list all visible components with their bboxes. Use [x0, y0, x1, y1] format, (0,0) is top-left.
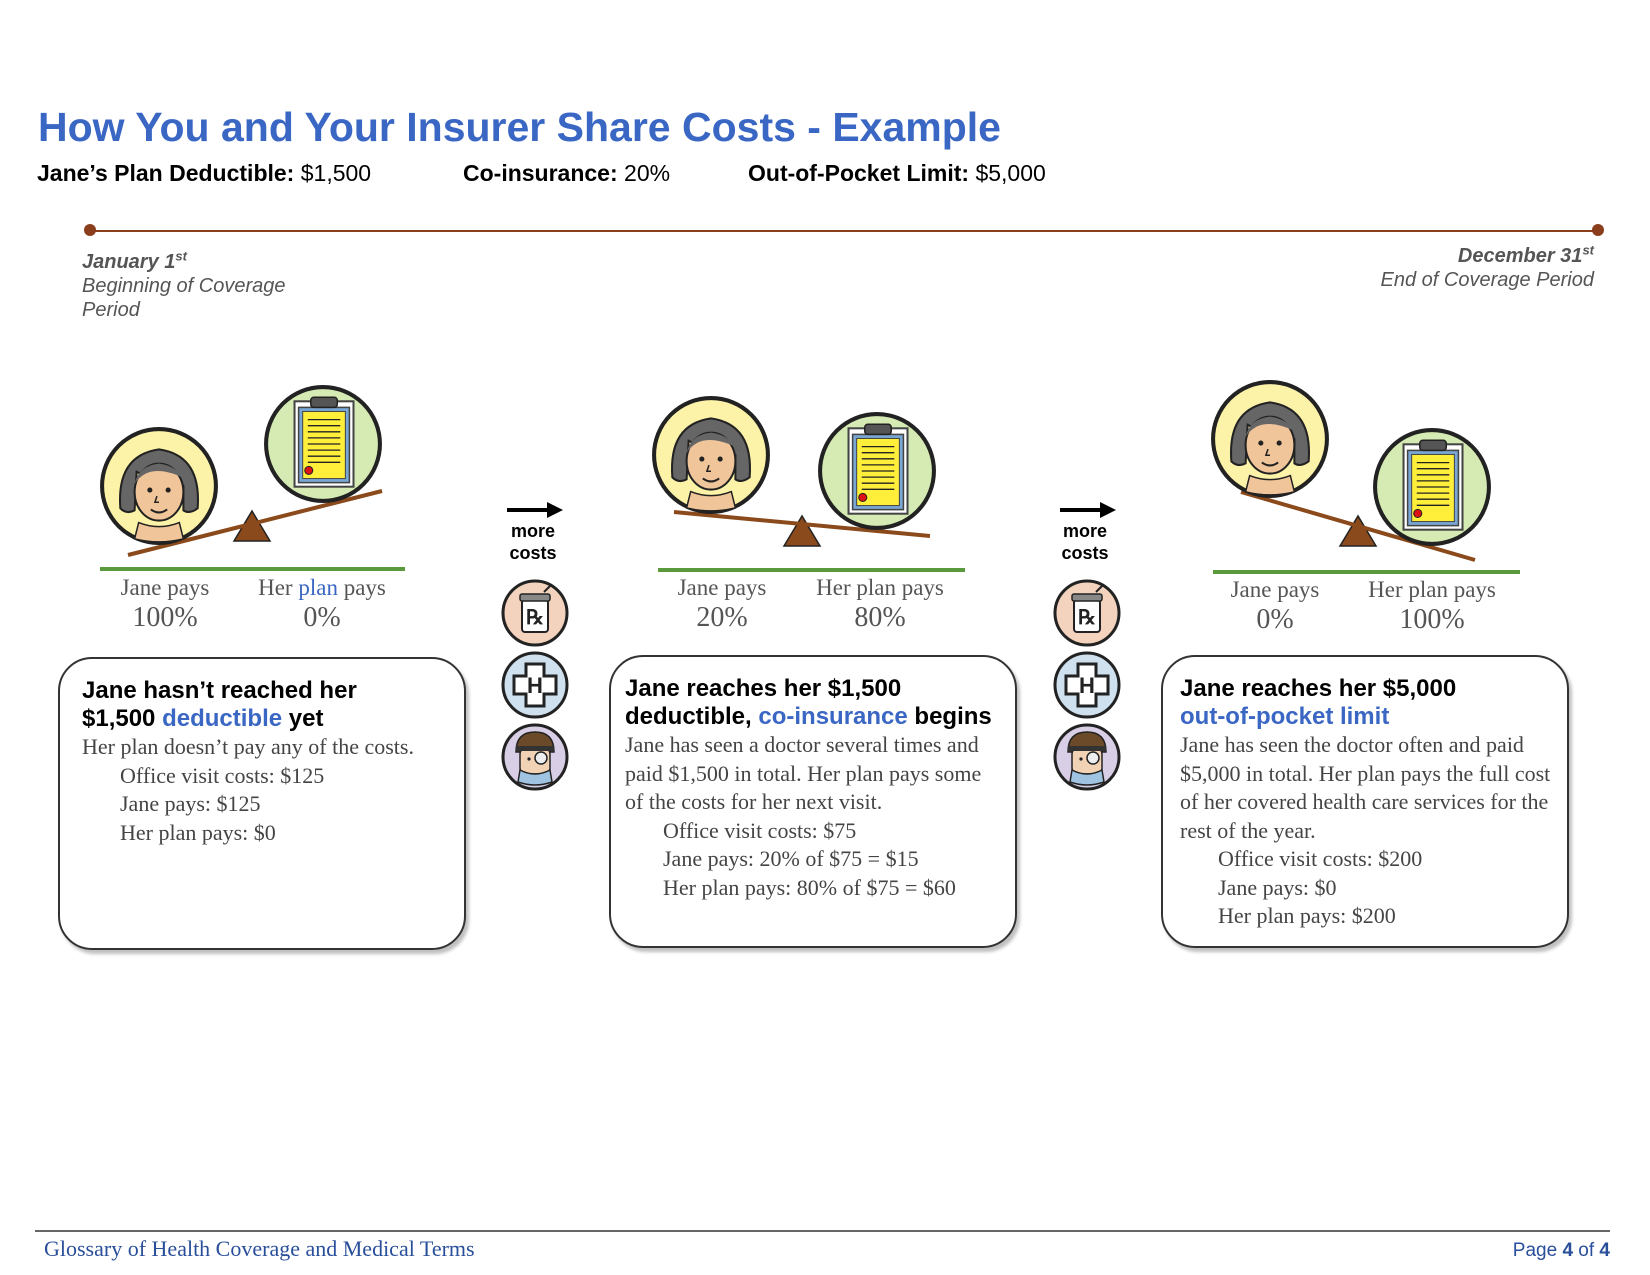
fulcrum [784, 516, 820, 546]
timeline-start-dot [84, 224, 96, 236]
start-desc-1: Beginning of Coverage [82, 274, 286, 297]
oop-label: Out-of-Pocket Limit: [748, 160, 970, 186]
jane-pays-pct: 100% [132, 602, 198, 633]
footer-title: Glossary of Health Coverage and Medical Terms [44, 1236, 475, 1261]
seesaw-stage-3 [1205, 378, 1535, 578]
hospital-icon [500, 650, 572, 722]
plan-pays-amount: Her plan pays: 80% of $75 = $60 [663, 874, 956, 900]
coinsurance-param [463, 160, 670, 187]
page-number: Page 4 of 4 [1512, 1240, 1610, 1261]
coinsurance-value: 20% [624, 160, 671, 186]
seesaw-stage-2 [650, 390, 980, 580]
office-visit-cost: Office visit costs: $200 [1218, 846, 1423, 871]
card-body [611, 731, 1015, 902]
jane-avatar-icon [1213, 382, 1327, 496]
stage-3-card [1161, 655, 1569, 948]
prescription-icon [500, 578, 572, 650]
deductible-label: Jane’s Plan Deductible: [37, 160, 295, 186]
start-date: January 1 [82, 250, 176, 273]
card-description: Jane has seen a doctor several times and paid $1,500 in total. Her plan pays some of the costs for her next visit. [625, 732, 982, 814]
jane-pays-amount: Jane pays: $0 [1218, 874, 1337, 900]
footer-rule [35, 1230, 1610, 1232]
stage-1-card [58, 657, 466, 950]
stage-2-card [609, 655, 1017, 948]
plan-pays-pct: 0% [303, 602, 341, 633]
card-description: Her plan doesn’t pay any of the costs. [82, 734, 414, 759]
timeline-end-label [1381, 238, 1594, 292]
prescription-icon [1052, 578, 1124, 650]
office-visit-cost: Office visit costs: $75 [663, 817, 857, 843]
plan-pays-3 [1342, 576, 1522, 636]
jane-avatar-icon [102, 429, 216, 543]
card-heading: Jane reaches her $5,000 out-of-pocket limit [1180, 675, 1457, 730]
jane-pays-pct: 20% [696, 602, 748, 633]
plan-pays-amount: Her plan pays: $200 [1218, 903, 1396, 928]
card-heading: Jane reaches her $1,500 deductible, co-insurance begins [625, 675, 992, 730]
plan-pays-label: Her plan pays [1368, 577, 1496, 602]
timeline-end-dot [1592, 224, 1604, 236]
coinsurance-glossary-link[interactable]: co-insurance [758, 703, 908, 730]
end-date-sup: st [1582, 242, 1594, 257]
jane-pays-3 [1185, 576, 1365, 636]
jane-pays-pct: 0% [1256, 604, 1294, 635]
plan-pays-pct: 80% [854, 602, 906, 633]
plan-pays-pct: 100% [1399, 604, 1465, 635]
plan-glossary-link[interactable]: plan [298, 575, 338, 600]
jane-pays-2 [632, 574, 812, 634]
page-title: How You and Your Insurer Share Costs - Example [38, 104, 1001, 150]
jane-pays-label: Jane pays [677, 575, 767, 600]
seesaw-stage-1 [90, 375, 420, 575]
jane-pays-amount: Jane pays: $125 [120, 791, 261, 816]
plan-pays-label: Her plan pays [816, 575, 944, 600]
end-date: December 31 [1457, 244, 1583, 267]
plan-document-icon [820, 414, 934, 528]
card-description: Jane has seen the doctor often and paid $5,000 in total. Her plan pays the full cost of her covered health care services for the rest of the year. [1180, 732, 1551, 843]
plan-document-icon [1375, 430, 1489, 544]
oop-limit-glossary-link[interactable]: out-of-pocket limit [1180, 703, 1390, 730]
deductible-param [37, 160, 371, 187]
hospital-icon [1052, 650, 1124, 722]
arrow-right-icon [505, 498, 565, 522]
arrow-right-icon [1058, 498, 1118, 522]
coinsurance-label: Co-insurance: [463, 160, 618, 186]
more-costs-label-2: more costs [1061, 521, 1109, 563]
jane-pays-1 [75, 574, 255, 634]
doctor-icon [1052, 722, 1124, 794]
card-body [60, 733, 464, 847]
card-heading: Jane hasn’t reached her $1,500 deductible yet [82, 677, 357, 732]
oop-param [748, 160, 1046, 187]
jane-pays-amount: Jane pays: 20% of $75 = $15 [663, 846, 919, 871]
oop-value: $5,000 [975, 160, 1046, 186]
end-desc: End of Coverage Period [1380, 268, 1594, 291]
jane-avatar-icon [654, 398, 768, 512]
timeline-start-label [82, 244, 285, 322]
deductible-glossary-link[interactable]: deductible [162, 705, 283, 732]
plan-document-icon [266, 387, 380, 501]
doctor-icon [500, 722, 572, 794]
plan-pays-2 [790, 574, 970, 634]
office-visit-cost: Office visit costs: $125 [120, 762, 325, 788]
card-body [1163, 731, 1567, 931]
jane-pays-label: Jane pays [120, 575, 210, 600]
timeline-line [90, 230, 1598, 232]
deductible-value: $1,500 [300, 160, 372, 186]
plan-pays-1 [232, 574, 412, 634]
start-date-sup: st [175, 248, 187, 263]
start-desc-2: Period [82, 298, 140, 321]
plan-pays-amount: Her plan pays: $0 [120, 819, 276, 845]
plan-pays-label: Her plan pays [258, 575, 386, 600]
more-costs-label-1: more costs [509, 521, 557, 563]
jane-pays-label: Jane pays [1230, 577, 1320, 602]
